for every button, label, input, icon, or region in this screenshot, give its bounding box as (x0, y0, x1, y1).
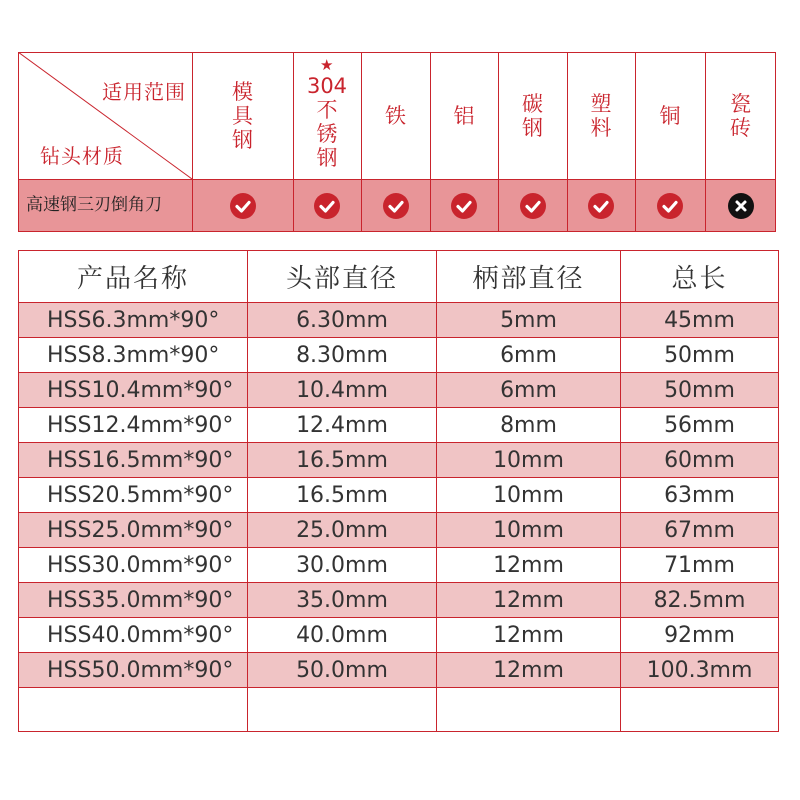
material-column-header (192, 52, 293, 179)
table-row (19, 583, 779, 618)
check-circle-icon (230, 193, 256, 219)
head-diameter-cell: 35.0mm (248, 583, 437, 618)
check-circle-icon (657, 193, 683, 219)
material-label: 模具钢 (231, 79, 253, 152)
total-length-cell: 45mm (621, 303, 779, 338)
product-name-cell: HSS12.4mm*90° (19, 408, 248, 443)
empty-cell (437, 688, 621, 732)
head-diameter-cell: 40.0mm (248, 618, 437, 653)
material-column-header (635, 52, 705, 179)
table-row (19, 478, 779, 513)
table-row (19, 443, 779, 478)
star-icon: ★ (320, 56, 334, 74)
material-label: 碳钢 (521, 91, 543, 140)
shank-diameter-cell: 12mm (437, 653, 621, 688)
material-label: 塑料 (590, 91, 612, 140)
head-diameter-cell: 30.0mm (248, 548, 437, 583)
header-head-diameter: 头部直径 (248, 251, 437, 303)
total-length-cell: 100.3mm (621, 653, 779, 688)
table-row (19, 618, 779, 653)
table-row (19, 653, 779, 688)
shank-diameter-cell: 12mm (437, 548, 621, 583)
shank-diameter-cell: 10mm (437, 443, 621, 478)
table-row (19, 548, 779, 583)
total-length-cell: 92mm (621, 618, 779, 653)
material-label: 铁 (384, 103, 406, 128)
table-row (19, 408, 779, 443)
material-column-header (705, 52, 776, 179)
check-circle-icon (520, 193, 546, 219)
table-row (19, 373, 779, 408)
product-name-cell: HSS16.5mm*90° (19, 443, 248, 478)
head-diameter-cell: 12.4mm (248, 408, 437, 443)
shank-diameter-cell: 5mm (437, 303, 621, 338)
product-name-cell: HSS25.0mm*90° (19, 513, 248, 548)
check-circle-icon (383, 193, 409, 219)
total-length-cell: 50mm (621, 373, 779, 408)
head-diameter-cell: 10.4mm (248, 373, 437, 408)
product-name-cell: HSS10.4mm*90° (19, 373, 248, 408)
head-diameter-cell: 25.0mm (248, 513, 437, 548)
head-diameter-cell: 16.5mm (248, 443, 437, 478)
corner-label-material: 钻头材质 (40, 144, 124, 168)
material-column-header (567, 52, 635, 179)
empty-row (19, 688, 779, 732)
total-length-cell: 67mm (621, 513, 779, 548)
corner-label-application: 适用范围 (102, 80, 186, 104)
shank-diameter-cell: 10mm (437, 513, 621, 548)
product-name-cell: HSS30.0mm*90° (19, 548, 248, 583)
shank-diameter-cell: 12mm (437, 583, 621, 618)
header-product-name: 产品名称 (19, 251, 248, 303)
shank-diameter-cell: 6mm (437, 338, 621, 373)
shank-diameter-cell: 10mm (437, 478, 621, 513)
empty-cell (248, 688, 437, 732)
total-length-cell: 56mm (621, 408, 779, 443)
head-diameter-cell: 8.30mm (248, 338, 437, 373)
material-label: 瓷砖 (729, 91, 751, 140)
product-name-cell: HSS40.0mm*90° (19, 618, 248, 653)
total-length-cell: 50mm (621, 338, 779, 373)
material-label: 铝 (453, 103, 475, 128)
material-column-header (293, 52, 361, 179)
total-length-cell: 60mm (621, 443, 779, 478)
head-diameter-cell: 50.0mm (248, 653, 437, 688)
header-total-length: 总长 (621, 251, 779, 303)
shank-diameter-cell: 6mm (437, 373, 621, 408)
shank-diameter-cell: 12mm (437, 618, 621, 653)
header-shank-diameter: 柄部直径 (437, 251, 621, 303)
check-circle-icon (451, 193, 477, 219)
tool-name: 高速钢三刃倒角刀 (26, 195, 162, 215)
shank-diameter-cell: 8mm (437, 408, 621, 443)
x-circle-icon (728, 193, 754, 219)
table-row (19, 513, 779, 548)
material-column-header (430, 52, 498, 179)
total-length-cell: 71mm (621, 548, 779, 583)
total-length-cell: 82.5mm (621, 583, 779, 618)
product-name-cell: HSS20.5mm*90° (19, 478, 248, 513)
material-column-header (498, 52, 567, 179)
check-circle-icon (314, 193, 340, 219)
material-label-line: 锈 (316, 122, 338, 146)
material-label-line: 钢 (316, 146, 338, 170)
product-name-cell: HSS35.0mm*90° (19, 583, 248, 618)
product-name-cell: HSS50.0mm*90° (19, 653, 248, 688)
product-name-cell: HSS6.3mm*90° (19, 303, 248, 338)
material-label-line: 不 (316, 98, 338, 122)
table-row (19, 303, 779, 338)
empty-cell (621, 688, 779, 732)
compatibility-table (18, 52, 776, 232)
material-label: 铜 (659, 103, 681, 128)
spec-table (18, 250, 779, 732)
spec-header-row (19, 251, 779, 303)
head-diameter-cell: 16.5mm (248, 478, 437, 513)
head-diameter-cell: 6.30mm (248, 303, 437, 338)
empty-cell (19, 688, 248, 732)
material-column-header (361, 52, 430, 179)
check-circle-icon (588, 193, 614, 219)
product-name-cell: HSS8.3mm*90° (19, 338, 248, 373)
table-row (19, 338, 779, 373)
total-length-cell: 63mm (621, 478, 779, 513)
material-label-line: 304 (306, 74, 348, 98)
